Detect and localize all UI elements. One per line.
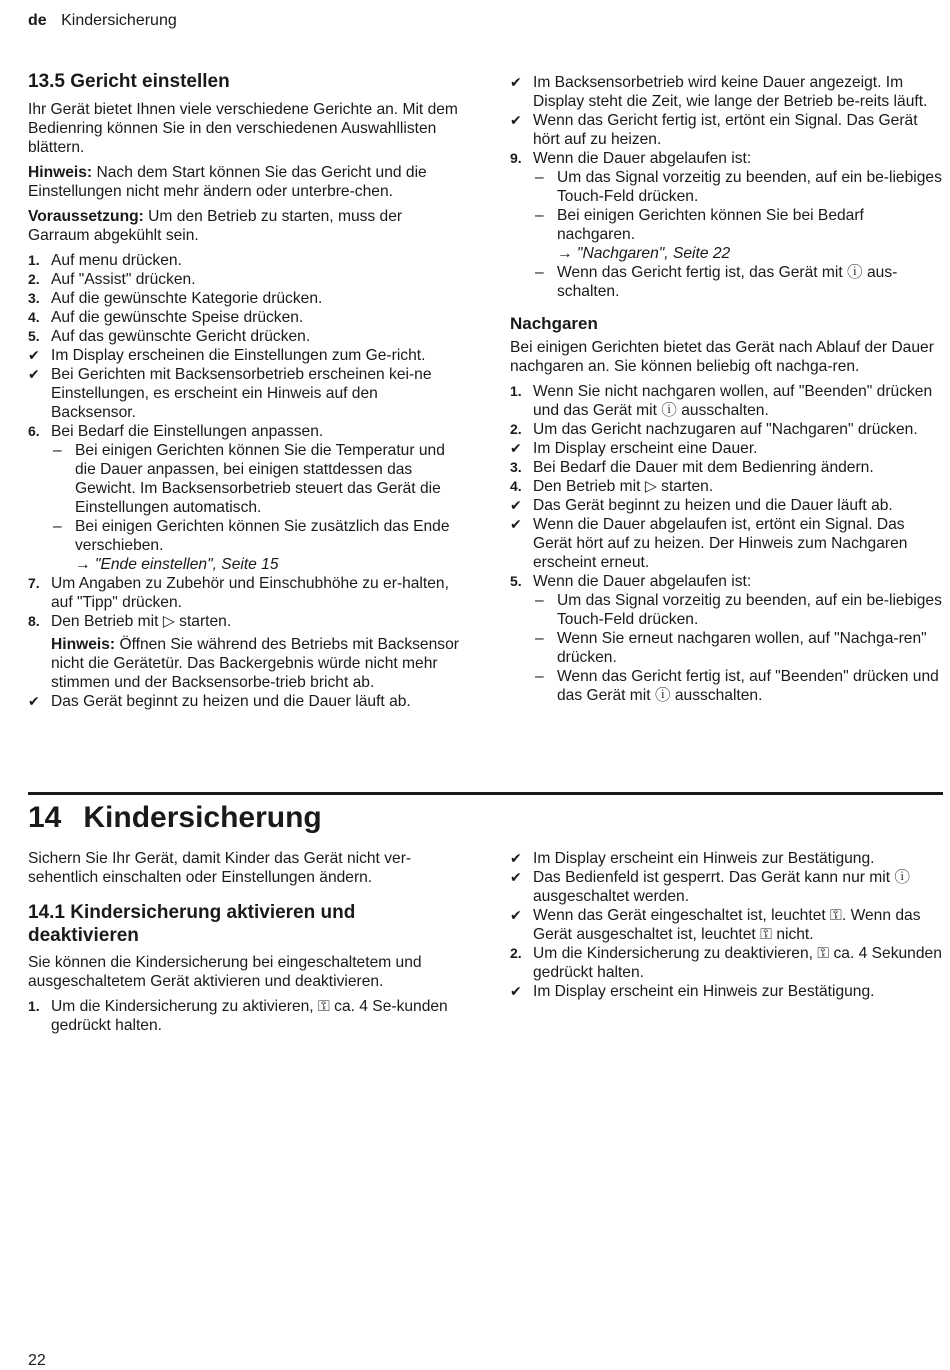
step-text: Den Betrieb mit: [51, 613, 163, 630]
step-text: Bei Bedarf die Einstellungen anpassen.: [51, 423, 324, 440]
sub-item: [510, 667, 942, 705]
power-icon: ⓘ: [894, 869, 911, 886]
subsection-heading: Nachgaren: [510, 314, 598, 333]
note-label: Hinweis:: [28, 164, 93, 181]
sub-item: [510, 629, 942, 667]
result-text: Im Display erscheinen die Einstellungen zum Ge-richt.: [51, 347, 426, 364]
dash-icon: –: [535, 668, 544, 685]
sub-text: Bei einigen Gerichten können Sie zusätzlich das Ende verschieben.: [75, 518, 450, 554]
sub-text: ausschalten.: [670, 687, 763, 704]
prereq-text: Um den Betrieb zu starten, muss der Garraum abgekühlt sein.: [28, 208, 403, 244]
sub-text: Bei einigen Gerichten können Sie die Temperatur und die Dauer anpassen, bei einigen stattdessen das Gewicht. Im Backsensorbetrieb steuert das Gerät die Einstellungen automatisch.: [75, 442, 445, 516]
step-number: 2.: [510, 945, 522, 961]
language-code: de: [28, 12, 47, 29]
step-text: starten.: [656, 478, 714, 495]
result: [510, 906, 942, 944]
step-1: [28, 251, 460, 270]
sub-item: [28, 441, 460, 517]
check-icon: ✔: [28, 347, 40, 363]
step-text: Um Angaben zu Zubehör und Einschubhöhe zu er-halten, auf "Tipp" drücken.: [51, 575, 449, 611]
check-icon: ✔: [510, 850, 522, 866]
dash-icon: –: [535, 169, 544, 186]
sub-text: Wenn das Gericht fertig ist, das Gerät mit: [557, 264, 848, 281]
step-number: 8.: [28, 613, 40, 629]
step-text: Auf die gewünschte Kategorie drücken.: [51, 290, 323, 307]
chapter-title: [28, 800, 322, 836]
check-icon: ✔: [510, 516, 522, 532]
step-4: [510, 477, 942, 496]
result-text: . Wenn das Gerät ausgeschaltet ist, leuchtet: [533, 907, 921, 943]
key-icon: ⚿: [760, 926, 772, 943]
result: [28, 692, 460, 711]
step-4: [28, 308, 460, 327]
sub-item: [510, 263, 942, 301]
sub-text: Um das Signal vorzeitig zu beenden, auf ein be-liebiges Touch-Feld drücken.: [557, 592, 942, 628]
step-3: [28, 289, 460, 308]
result-text: Wenn das Gerät eingeschaltet ist, leuchtet: [533, 907, 831, 924]
result: [510, 73, 942, 111]
header-title: Kindersicherung: [61, 12, 177, 29]
result-text: Das Bedienfeld ist gesperrt. Das Gerät kann nur mit: [533, 869, 895, 886]
step-number: 5.: [28, 328, 40, 344]
result-text: Im Backsensorbetrieb wird keine Dauer angezeigt. Im Display steht die Zeit, wie lange der Betrieb be-reits läuft.: [533, 74, 928, 110]
subsection-intro: Bei einigen Gerichten bietet das Gerät nach Ablauf der Dauer nachgaren an. Sie können beliebig oft nachga-ren.: [510, 339, 934, 375]
result-text: Im Display erscheint ein Hinweis zur Bestätigung.: [533, 850, 875, 867]
section-heading: 13.5 Gericht einstellen: [28, 71, 230, 92]
result: [510, 982, 942, 1001]
chapter-divider: [28, 792, 943, 795]
step-text: Auf "Assist" drücken.: [51, 271, 196, 288]
result-text: Im Display erscheint eine Dauer.: [533, 440, 758, 457]
key-icon: ⚿: [830, 907, 842, 924]
play-icon: ▷: [162, 613, 175, 630]
sub-text: aus-schalten.: [557, 264, 898, 300]
step-number: 9.: [510, 150, 522, 166]
sub-item: [28, 517, 460, 555]
dash-icon: –: [535, 592, 544, 609]
dash-icon: –: [53, 518, 62, 535]
prerequisite: [28, 207, 460, 245]
step-2: [510, 944, 942, 982]
result: [510, 868, 942, 906]
cross-reference-link[interactable]: → "Nachgaren", Seite 22: [557, 245, 731, 262]
result: [28, 346, 460, 365]
result: [510, 849, 942, 868]
step-text: Um die Kindersicherung zu deaktivieren,: [533, 945, 818, 962]
result-text: nicht.: [771, 926, 814, 943]
sub-item: [510, 591, 942, 629]
check-icon: ✔: [28, 366, 40, 382]
result-text: Das Gerät beginnt zu heizen und die Dauer läuft ab.: [51, 693, 411, 710]
section-intro: Ihr Gerät bietet Ihnen viele verschiedene Gerichte an. Mit dem Bedienring können Sie in den verschiedenen Auswahllisten blättern.: [28, 101, 458, 156]
step-number: 1.: [28, 252, 40, 268]
result: [510, 496, 942, 515]
note-text: Öffnen Sie während des Betriebs mit Backsensor nicht die Gerätetür. Das Backergebnis würde nicht mehr stimmen und der Backsensorbe-trieb bricht ab.: [51, 636, 459, 691]
sub-item: [510, 168, 942, 206]
step-text: Wenn die Dauer abgelaufen ist:: [533, 150, 752, 167]
step-text: Um das Gericht nachzugaren auf "Nachgaren" drücken.: [533, 421, 918, 438]
key-icon: ⚿: [817, 945, 830, 962]
step-number: 2.: [510, 421, 522, 437]
step-number: 5.: [510, 573, 522, 589]
column-left-top: [28, 70, 460, 711]
column-left-bottom: [28, 849, 460, 1035]
dash-icon: –: [535, 264, 544, 281]
dash-icon: –: [53, 442, 62, 459]
sub-text: Wenn das Gericht fertig ist, auf "Beenden" drücken und das Gerät mit: [557, 668, 939, 704]
step-number: 4.: [28, 309, 40, 325]
result: [510, 111, 942, 149]
step-1: [510, 382, 942, 420]
menu-key-label: menu: [78, 252, 118, 269]
step-text: Auf die gewünschte Speise drücken.: [51, 309, 304, 326]
step-text: ausschalten.: [676, 402, 769, 419]
step-number: 1.: [28, 998, 40, 1014]
step-2: [510, 420, 942, 439]
step-text: drücken.: [117, 252, 182, 269]
step-1: [28, 997, 460, 1035]
result-text: Im Display erscheint ein Hinweis zur Bestätigung.: [533, 983, 875, 1000]
cross-reference-link[interactable]: → "Ende einstellen", Seite 15: [75, 556, 279, 573]
step-6: [28, 422, 460, 441]
step-number: 4.: [510, 478, 522, 494]
check-icon: ✔: [28, 693, 40, 709]
step-text: Bei Bedarf die Dauer mit dem Bedienring ändern.: [533, 459, 874, 476]
step-number: 7.: [28, 575, 40, 591]
step-5: [28, 327, 460, 346]
step-number: 3.: [28, 290, 40, 306]
step-number: 6.: [28, 423, 40, 439]
step-3: [510, 458, 942, 477]
sub-item: [510, 206, 942, 244]
step-note: [28, 635, 460, 692]
dash-icon: –: [535, 630, 544, 647]
result: [28, 365, 460, 422]
note-text: Nach dem Start können Sie das Gericht und die Einstellungen nicht mehr ändern oder unterbre-chen.: [28, 164, 427, 200]
section-heading: 14.1 Kindersicherung aktivieren und deaktivieren: [28, 902, 356, 946]
section-intro: Sie können die Kindersicherung bei eingeschaltetem und ausgeschaltetem Gerät aktivieren und deaktivieren.: [28, 954, 422, 990]
play-icon: ▷: [644, 478, 657, 495]
dash-icon: –: [535, 207, 544, 224]
step-number: 3.: [510, 459, 522, 475]
column-right-bottom: [510, 849, 942, 1001]
step-number: 1.: [510, 383, 522, 399]
check-icon: ✔: [510, 74, 522, 90]
step-7: [28, 574, 460, 612]
step-5: [510, 572, 942, 591]
step-text: starten.: [174, 613, 232, 630]
result: [510, 515, 942, 572]
result-text: ausgeschaltet werden.: [533, 888, 690, 905]
check-icon: ✔: [510, 983, 522, 999]
step-text: Auf das gewünschte Gericht drücken.: [51, 328, 311, 345]
step-text: ca. 4 Se-kunden gedrückt halten.: [51, 998, 448, 1034]
check-icon: ✔: [510, 497, 522, 513]
step-number: 2.: [28, 271, 40, 287]
prereq-label: Voraussetzung:: [28, 208, 144, 225]
sub-text: Wenn Sie erneut nachgaren wollen, auf "Nachga-ren" drücken.: [557, 630, 927, 666]
sub-text: Bei einigen Gerichten können Sie bei Bedarf nachgaren.: [557, 207, 864, 243]
column-right-top: [510, 73, 942, 705]
step-9: [510, 149, 942, 168]
step-text: Wenn Sie nicht nachgaren wollen, auf "Beenden" drücken und das Gerät mit: [533, 383, 933, 419]
sub-text: Um das Signal vorzeitig zu beenden, auf ein be-liebiges Touch-Feld drücken.: [557, 169, 942, 205]
page-number: 22: [28, 1352, 46, 1369]
result: [510, 439, 942, 458]
step-text: Wenn die Dauer abgelaufen ist:: [533, 573, 752, 590]
result-text: Bei Gerichten mit Backsensorbetrieb erscheinen kei-ne Einstellungen, es erscheint ein Hinweis auf den Backsensor.: [51, 366, 432, 421]
step-text: ca. 4 Sekunden gedrückt halten.: [533, 945, 942, 981]
step-text: Auf: [51, 252, 79, 269]
chapter-title-text: Kindersicherung: [83, 801, 322, 834]
power-icon: ⓘ: [847, 264, 863, 281]
check-icon: ✔: [510, 440, 522, 456]
step-text: Den Betrieb mit: [533, 478, 645, 495]
step-text: Um die Kindersicherung zu aktivieren,: [51, 998, 318, 1015]
result-text: Das Gerät beginnt zu heizen und die Dauer läuft ab.: [533, 497, 893, 514]
result-text: Wenn das Gericht fertig ist, ertönt ein Signal. Das Gerät hört auf zu heizen.: [533, 112, 918, 148]
step-8: [28, 612, 460, 631]
page-header: [28, 12, 177, 30]
check-icon: ✔: [510, 907, 522, 923]
chapter-intro: Sichern Sie Ihr Gerät, damit Kinder das Gerät nicht ver-sehentlich einschalten oder Einstellungen ändern.: [28, 850, 412, 886]
check-icon: ✔: [510, 869, 522, 885]
chapter-number: 14: [28, 801, 62, 834]
power-icon: ⓘ: [654, 687, 671, 704]
note: [28, 163, 460, 201]
key-icon: ⚿: [317, 998, 330, 1015]
note-label: Hinweis:: [51, 636, 116, 653]
power-icon: ⓘ: [661, 402, 677, 419]
check-icon: ✔: [510, 112, 522, 128]
result-text: Wenn die Dauer abgelaufen ist, ertönt ein Signal. Das Gerät hört auf zu heizen. Der Hinweis zum Nachgaren erscheint erneut.: [533, 516, 908, 571]
step-2: [28, 270, 460, 289]
